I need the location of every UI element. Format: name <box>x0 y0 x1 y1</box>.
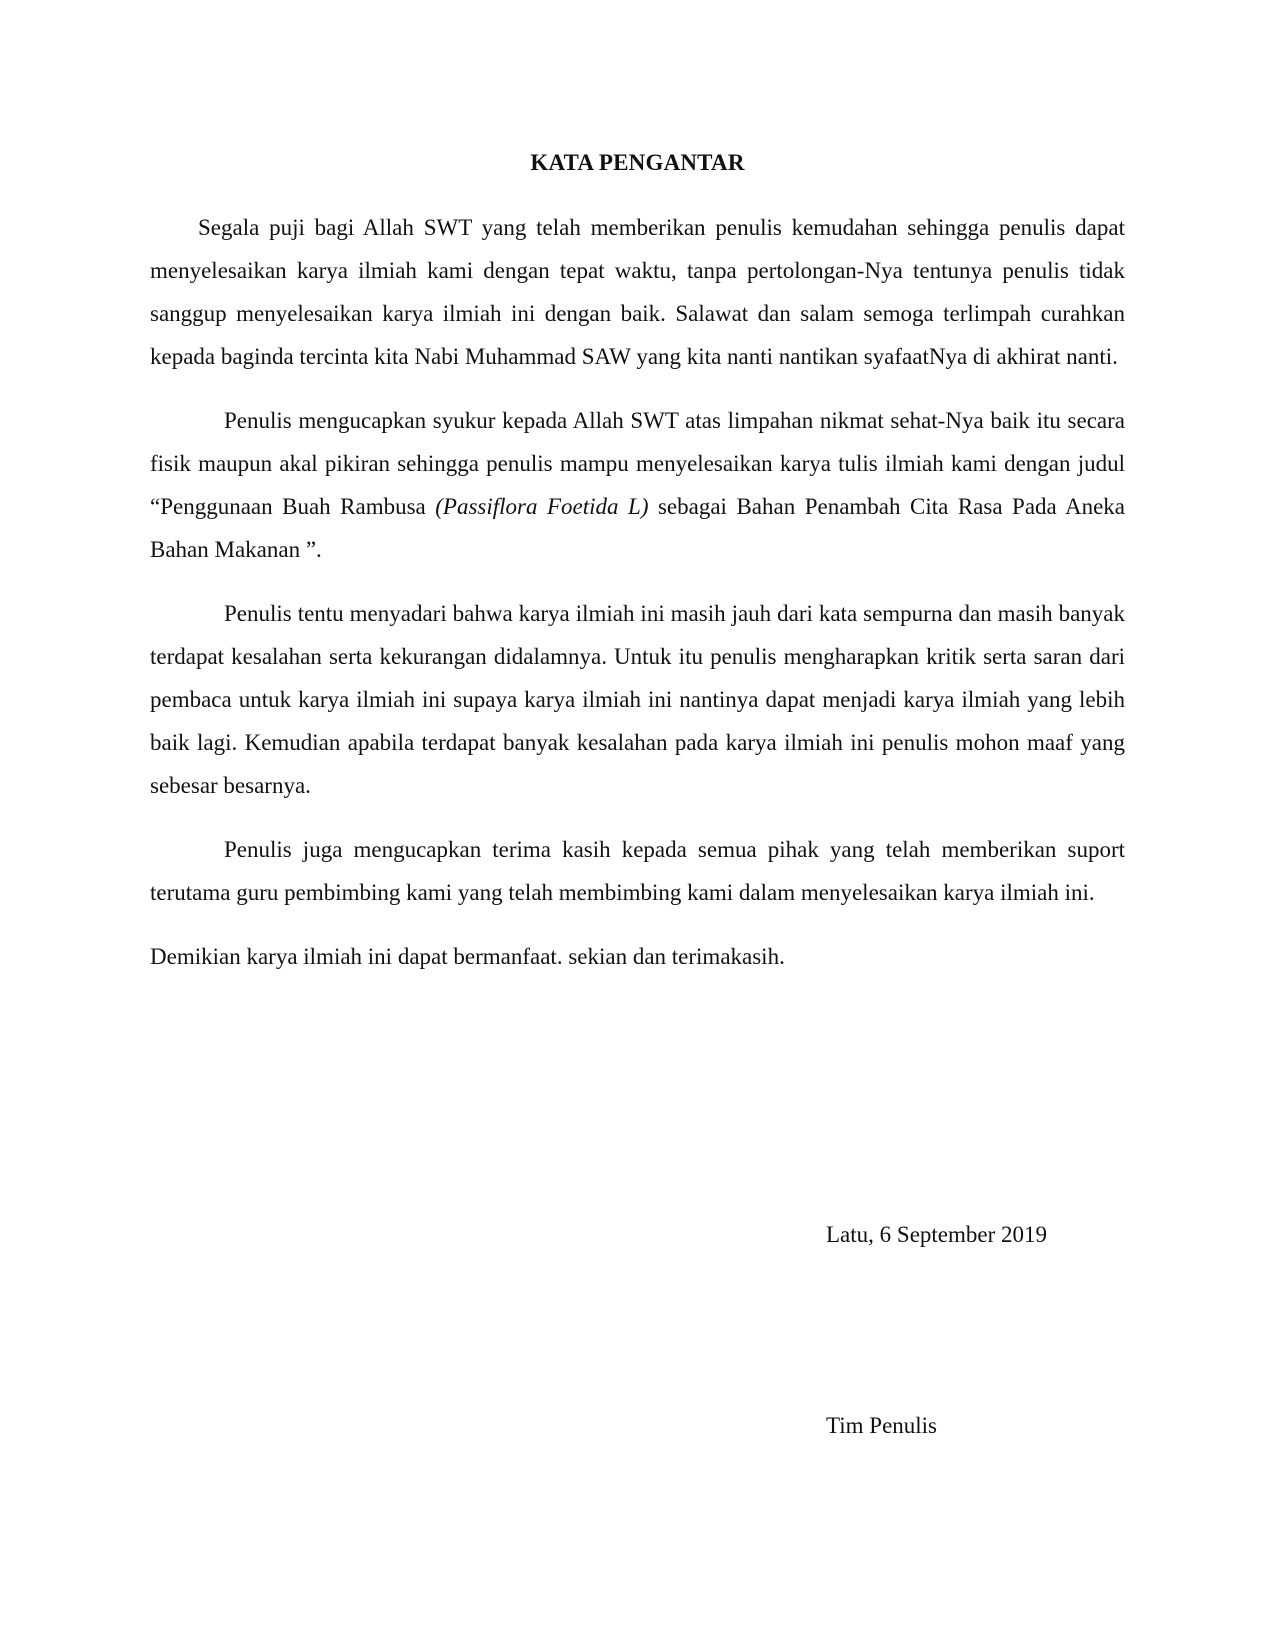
paragraph-apology: Penulis tentu menyadari bahwa karya ilmiah ini masih jauh dari kata sempurna dan masih banyak terdapat kesalahan serta kekurangan didalamnya. Untuk itu penulis mengharapkan kritik serta saran dari pembaca untuk karya ilmiah ini supaya karya ilmiah ini nantinya dapat menjadi karya ilmiah yang lebih baik lagi. Kemudian apabila terdapat banyak kesalahan pada karya ilmiah ini penulis mohon maaf yang sebesar besarnya. <box>150 601 1125 798</box>
signature: Tim Penulis <box>826 1413 938 1438</box>
paragraph-gratitude-text-end: sebagai Bahan Penambah Cita Rasa Pada Aneka Bahan Makanan ”. <box>150 494 1125 562</box>
scientific-name: (Passiflora Foetida L) <box>435 494 649 519</box>
paragraph-gratitude <box>150 399 1125 571</box>
paragraph-thanks: Penulis juga mengucapkan terima kasih kepada semua pihak yang telah memberikan suport terutama guru pembimbing kami yang telah membimbing kami dalam menyelesaikan karya ilmiah ini. <box>150 837 1125 905</box>
paragraph-gratitude-text-start: Penulis mengucapkan syukur kepada Allah SWT atas limpahan nikmat sehat-Nya baik itu secara fisik maupun akal pikiran sehingga penulis mampu menyelesaikan karya tulis ilmiah kami dengan judul “Penggunaan Buah Rambusa <box>150 408 1125 519</box>
place-date: Latu, 6 September 2019 <box>826 1222 1048 1247</box>
paragraph-opening: Segala puji bagi Allah SWT yang telah memberikan penulis kemudahan sehingga penulis dapat menyelesaikan karya ilmiah kami dengan tepat waktu, tanpa pertolongan-Nya tentunya penulis tidak sanggup menyelesaikan karya ilmiah ini dengan baik. Salawat dan salam semoga terlimpah curahkan kepada baginda tercinta kita Nabi Muhammad SAW yang kita nanti nantikan syafaatNya di akhirat nanti. <box>150 215 1125 369</box>
document-body <box>150 206 1125 999</box>
paragraph-closing: Demikian karya ilmiah ini dapat bermanfaat. sekian dan terimakasih. <box>150 944 785 969</box>
document-title: KATA PENGANTAR <box>530 150 745 175</box>
